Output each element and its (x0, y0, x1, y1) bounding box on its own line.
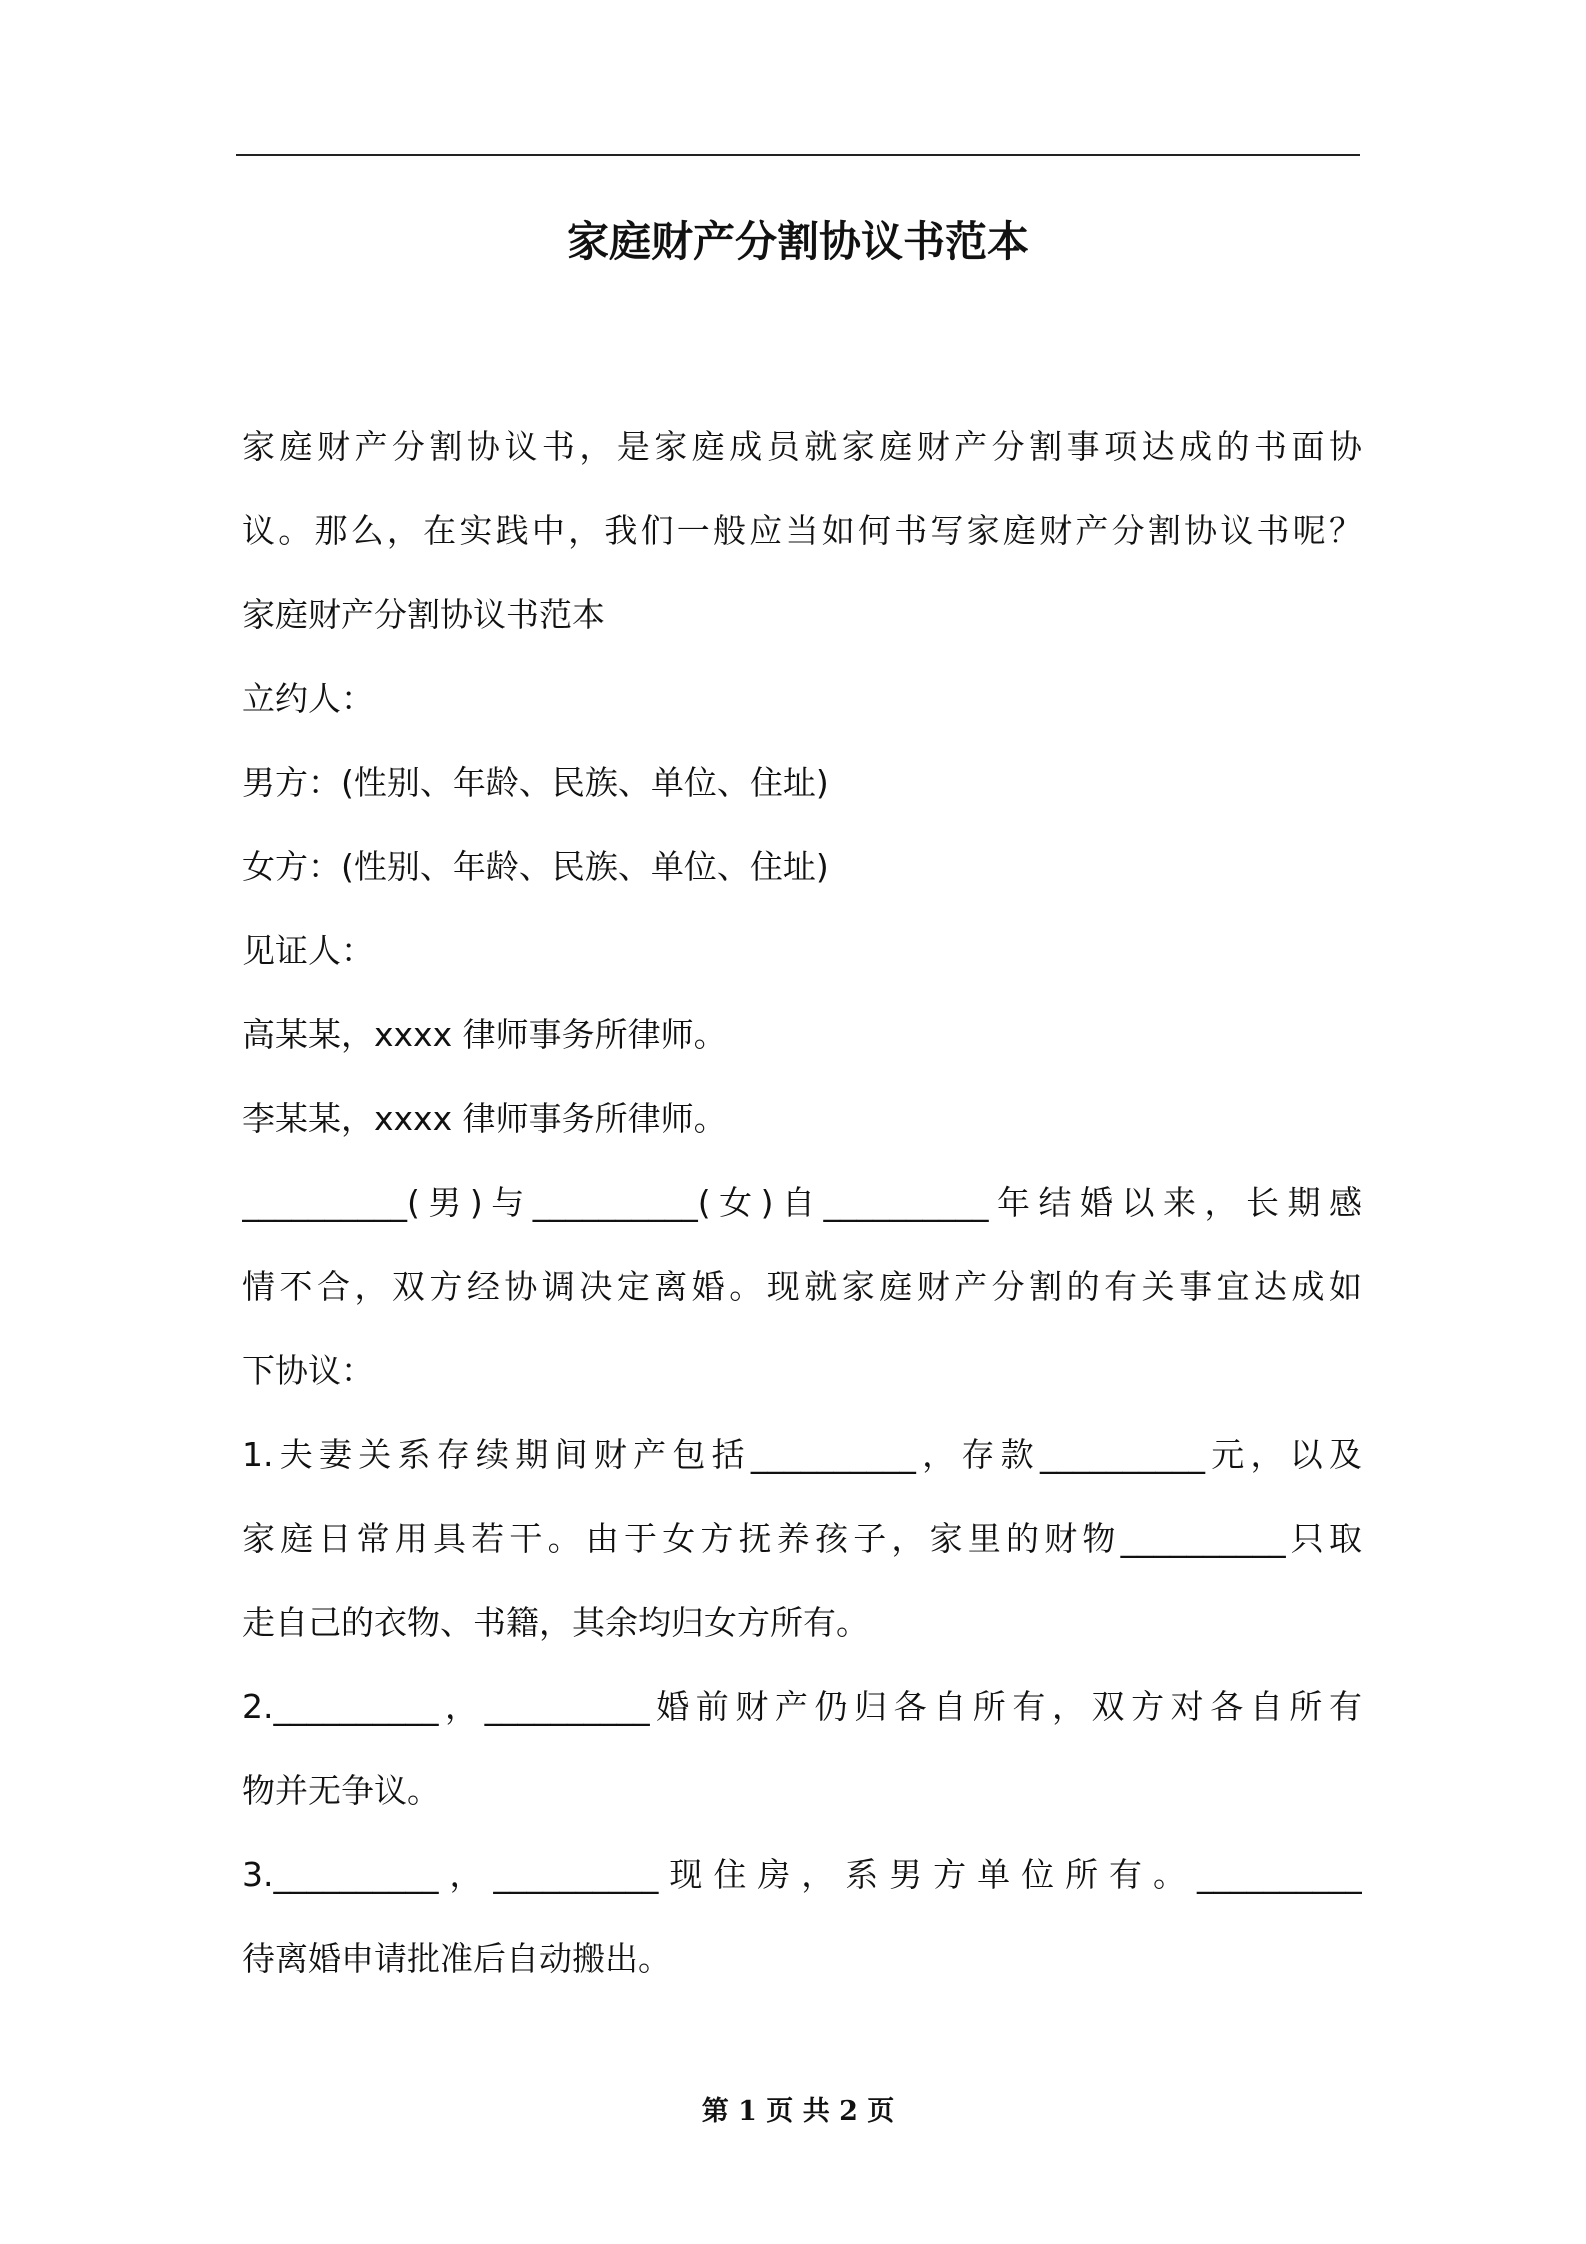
body-line-10: __________(男)与__________(女)自__________年结婚以来，长期感 (242, 1183, 1362, 1222)
body-line-8: 高某某，xxxx 律师事务所律师。 (242, 1015, 727, 1054)
body-line-5: 男方：(性别、年龄、民族、单位、住址) (242, 763, 829, 802)
body-line-2: 议。那么，在实践中，我们一般应当如何书写家庭财产分割协议书呢？ (242, 511, 1362, 550)
body-line-3: 家庭财产分割协议书范本 (242, 595, 605, 634)
body-line-11: 情不合，双方经协调决定离婚。现就家庭财产分割的有关事宜达成如 (242, 1267, 1362, 1306)
document-body (242, 405, 1362, 2001)
header-rule (236, 154, 1360, 156)
document-title: 家庭财产分割协议书范本 (566, 217, 1029, 266)
page-number-footer: 第 1 页 共 2 页 (701, 2096, 895, 2127)
body-line-1: 家庭财产分割协议书，是家庭成员就家庭财产分割事项达成的书面协 (242, 427, 1362, 466)
body-line-6: 女方：(性别、年龄、民族、单位、住址) (242, 847, 829, 886)
body-line-12: 下协议： (242, 1351, 374, 1390)
body-line-4: 立约人： (242, 679, 374, 718)
body-line-14: 家庭日常用具若干。由于女方抚养孩子，家里的财物__________只取 (242, 1519, 1362, 1558)
body-line-9: 李某某，xxxx 律师事务所律师。 (242, 1099, 727, 1138)
body-line-13: 1.夫妻关系存续期间财产包括__________，存款__________元，以及 (242, 1435, 1362, 1474)
body-line-7: 见证人： (242, 931, 374, 970)
body-line-18: 3.__________，__________现住房，系男方单位所有。__________ (242, 1855, 1362, 1894)
body-line-17: 物并无争议。 (242, 1771, 440, 1810)
body-line-15: 走自己的衣物、书籍，其余均归女方所有。 (242, 1603, 869, 1642)
body-line-19: 待离婚申请批准后自动搬出。 (242, 1939, 671, 1978)
body-line-16: 2.__________，__________婚前财产仍归各自所有，双方对各自所有 (242, 1687, 1362, 1726)
